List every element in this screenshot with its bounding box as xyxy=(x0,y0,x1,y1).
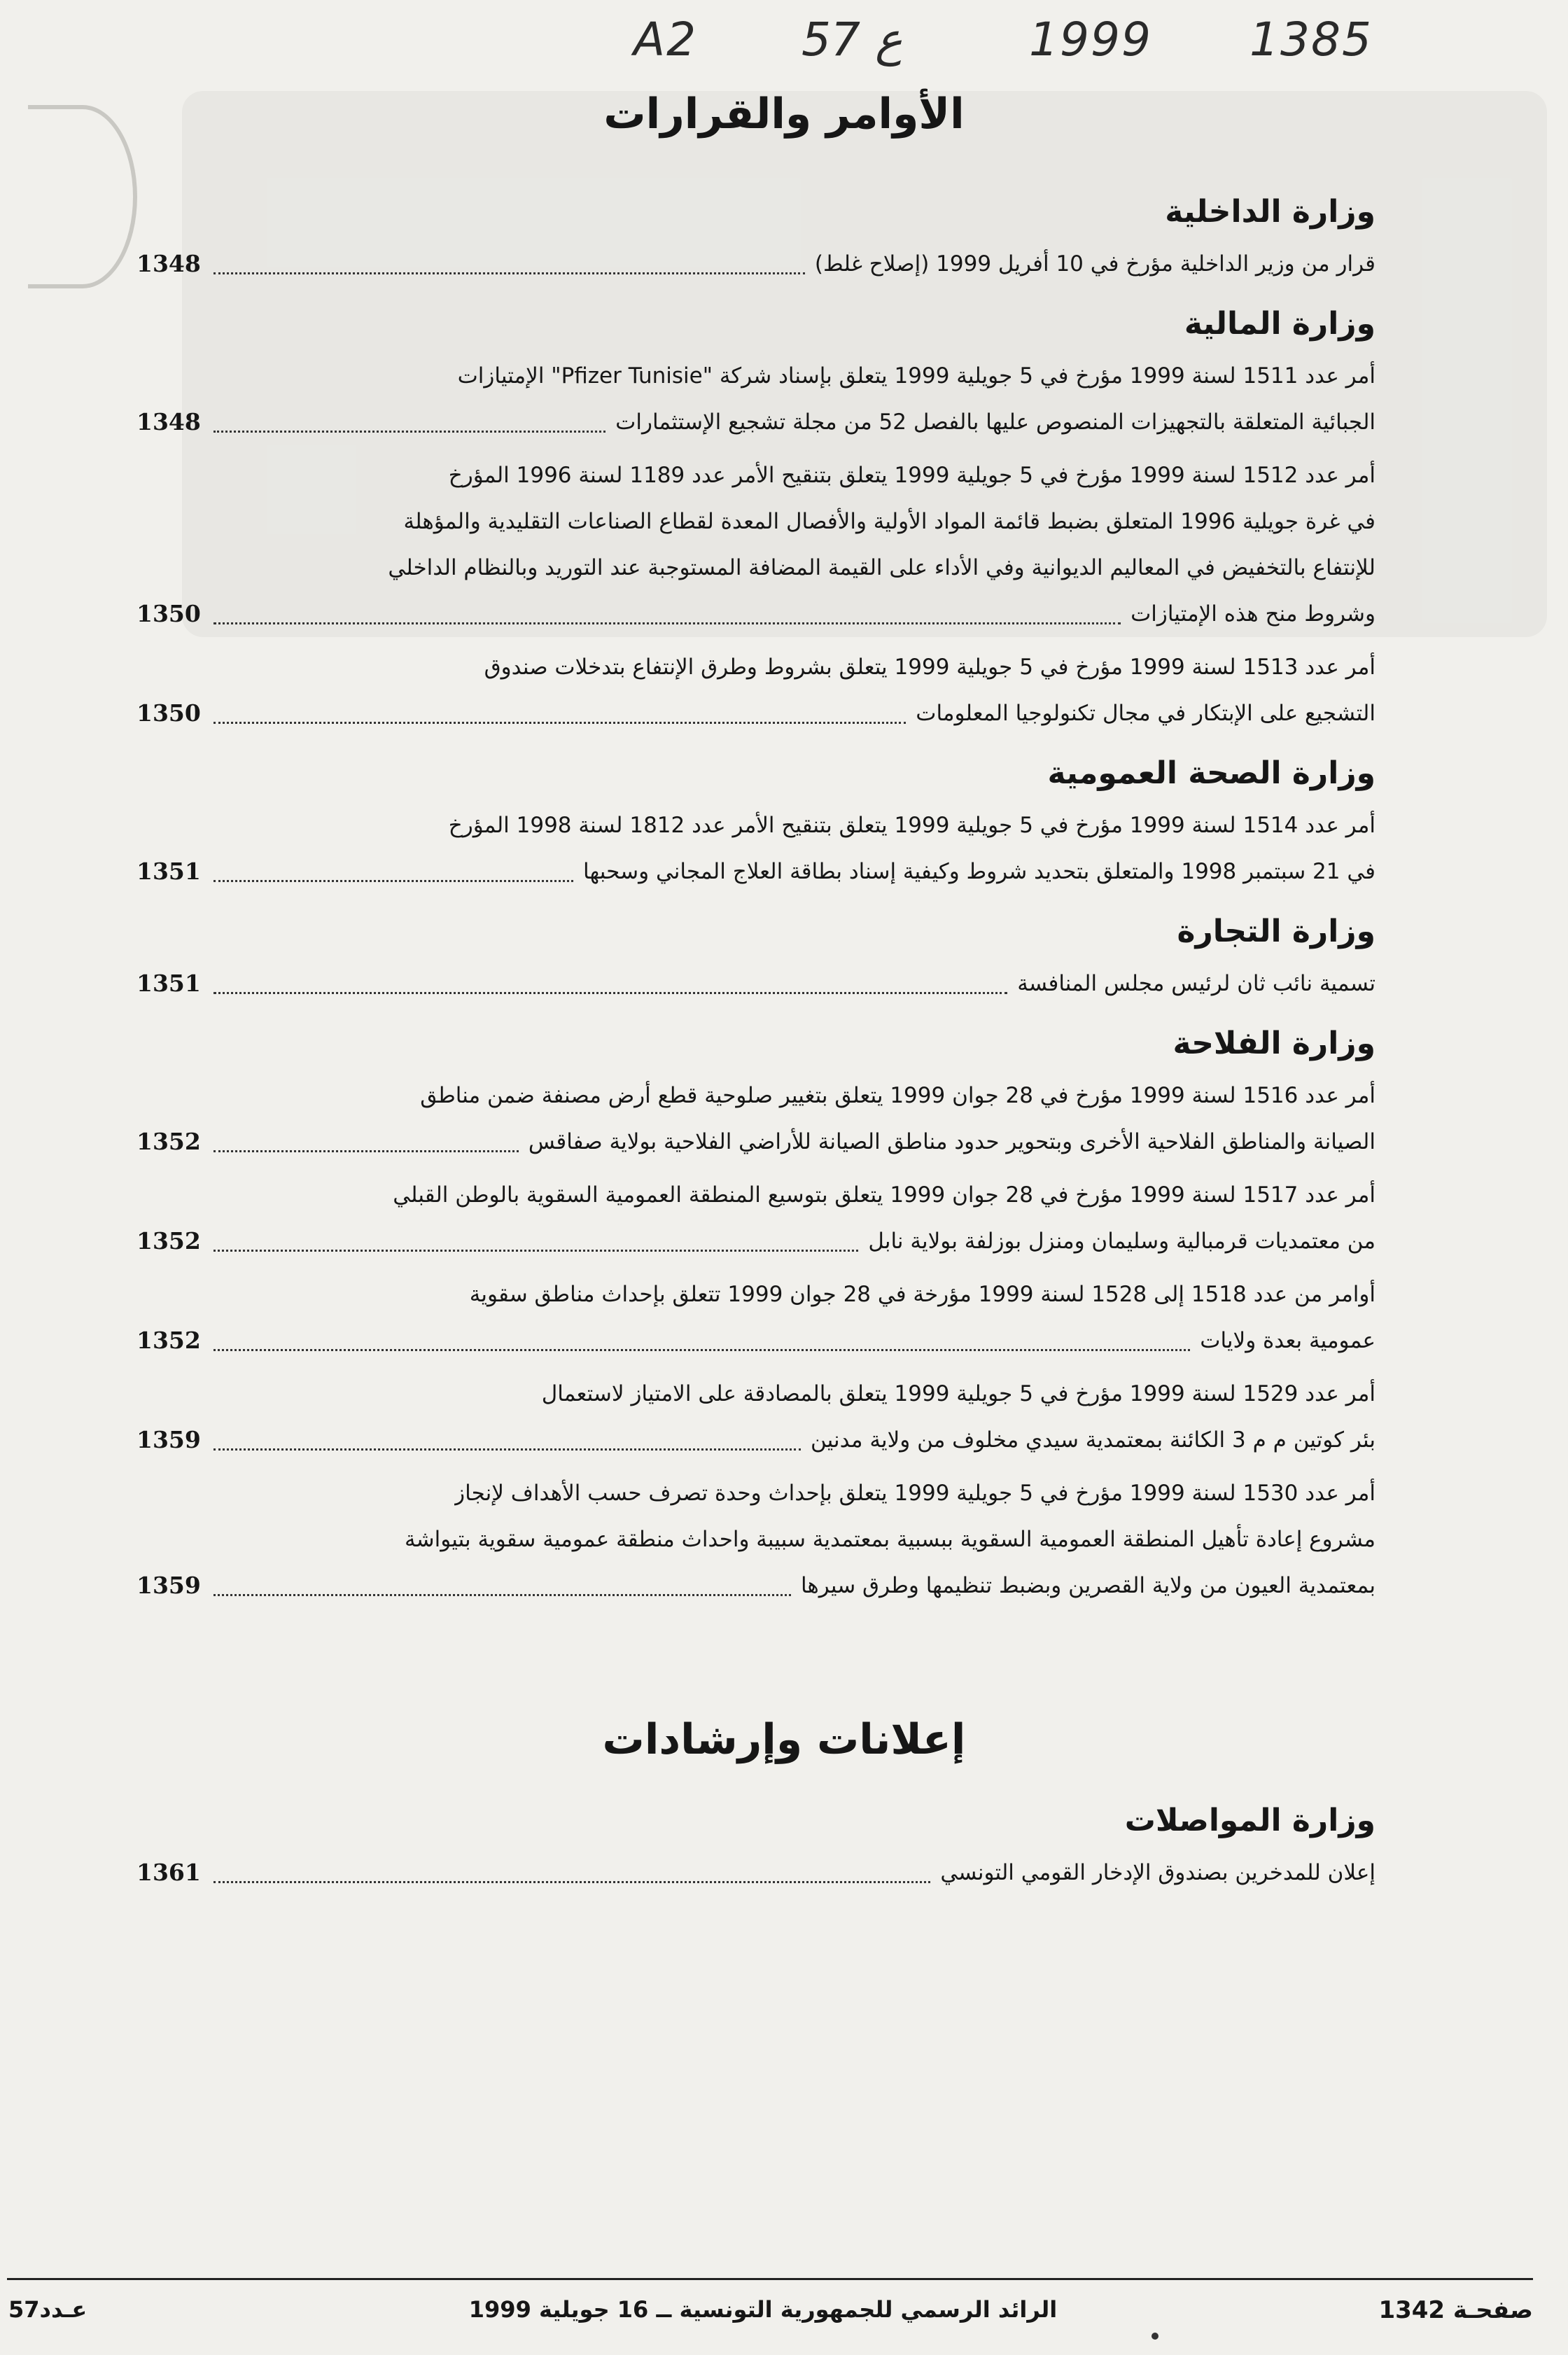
toc-entry-line xyxy=(136,452,1376,498)
dot-leader xyxy=(214,1448,801,1451)
toc-entry-line xyxy=(136,241,1376,287)
entry-text: أمر عدد 1516 لسنة 1999 مؤرخ في 28 جوان 1999 يتعلق بتغيير صلوحية قطع أرض مصنفة ضمن مناطق xyxy=(420,1083,1376,1108)
toc-entry xyxy=(136,1271,1376,1364)
entry-text: بئر كوتين م م 3 الكائنة بمعتمدية سيدي مخلوف من ولاية مدنين xyxy=(811,1427,1376,1453)
entry-text: أمر عدد 1513 لسنة 1999 مؤرخ في 5 جويلية 1999 يتعلق بشروط وطرق الإنتفاع بتدخلات صندوق xyxy=(484,655,1376,680)
decrees-section-title: الأوامر والقرارات xyxy=(603,90,965,139)
entry-text: أوامر من عدد 1518 إلى 1528 لسنة 1999 مؤرخة في 28 جوان 1999 تتعلق بإحداث مناطق سقوية xyxy=(469,1282,1376,1307)
entry-page-number: 1352 xyxy=(136,1327,201,1354)
toc-entry xyxy=(136,241,1376,287)
toc-entry-line xyxy=(136,690,1376,736)
handwritten-annotation-3: 1999 xyxy=(1029,13,1152,67)
entry-page-number: 1352 xyxy=(136,1128,201,1155)
footer-rule xyxy=(7,2278,1533,2280)
toc-entry xyxy=(136,452,1376,637)
entry-text: أمر عدد 1529 لسنة 1999 مؤرخ في 5 جويلية 1999 يتعلق بالمصادقة على الامتياز لاستعمال xyxy=(541,1381,1376,1406)
toc-entry-line xyxy=(136,1119,1376,1165)
dot-leader xyxy=(214,880,573,882)
dot-leader xyxy=(214,722,906,724)
toc-entry-line xyxy=(136,1417,1376,1463)
entry-page-number: 1351 xyxy=(136,970,201,997)
toc-entry xyxy=(136,1470,1376,1609)
handwritten-annotation-1: A2 xyxy=(634,13,698,67)
toc-entry-line xyxy=(136,1563,1376,1609)
toc-entry-line xyxy=(136,591,1376,637)
toc-entry-line xyxy=(136,1516,1376,1563)
entry-text: من معتمديات قرمبالية وسليمان ومنزل بوزلفة بولاية نابل xyxy=(868,1229,1376,1254)
ministry-heading: وزارة الداخلية xyxy=(1165,194,1376,230)
entry-text: عمومية بعدة ولايات xyxy=(1200,1328,1376,1353)
dot-leader xyxy=(214,1594,791,1596)
toc-entry xyxy=(136,644,1376,736)
entry-text: وشروط منح هذه الإمتيازات xyxy=(1130,601,1376,627)
decrees-table-of-contents xyxy=(136,175,1376,1616)
entry-page-number: 1348 xyxy=(136,408,201,435)
toc-entry xyxy=(136,1172,1376,1264)
entry-text: مشروع إعادة تأهيل المنطقة العمومية السقوية ببسبية بمعتمدية سبيبة واحداث منطقة عمومية سقوية بتيواشة xyxy=(405,1527,1376,1552)
toc-entry-line xyxy=(136,399,1376,445)
entry-text: أمر عدد 1512 لسنة 1999 مؤرخ في 5 جويلية 1999 يتعلق بتنقيح الأمر عدد 1189 لسنة 1996 المؤرخ xyxy=(448,463,1376,488)
entry-page-number: 1350 xyxy=(136,600,201,627)
footer-journal-title: الرائد الرسمي للجمهورية التونسية ــ 16 جويلية 1999 xyxy=(468,2296,1058,2323)
entry-text: أمر عدد 1514 لسنة 1999 مؤرخ في 5 جويلية 1999 يتعلق بتنقيح الأمر عدد 1812 لسنة 1998 المؤرخ xyxy=(448,813,1376,838)
toc-entry-line xyxy=(136,1172,1376,1218)
entry-page-number: 1350 xyxy=(136,699,201,727)
toc-entry-line xyxy=(136,1218,1376,1264)
toc-entry-line xyxy=(136,498,1376,545)
entry-text: في غرة جويلية 1996 المتعلق بضبط قائمة المواد الأولية والأفصال المعدة لقطاع الصناعات التقليدية والمؤهلة xyxy=(403,509,1376,534)
toc-entry xyxy=(136,1371,1376,1463)
dot-leader xyxy=(214,1881,930,1883)
entry-page-number: 1352 xyxy=(136,1227,201,1255)
entry-text: إعلان للمدخرين بصندوق الإدخار القومي التونسي xyxy=(940,1860,1376,1885)
dot-leader xyxy=(214,1349,1190,1351)
toc-entry-line xyxy=(136,960,1376,1007)
entry-text: أمر عدد 1530 لسنة 1999 مؤرخ في 5 جويلية 1999 يتعلق بإحداث وحدة تصرف حسب الأهداف لإنجاز xyxy=(454,1481,1376,1506)
toc-entry xyxy=(136,802,1376,895)
entry-page-number: 1351 xyxy=(136,858,201,885)
ministry-heading: وزارة التجارة xyxy=(1177,914,1376,949)
entry-text: تسمية نائب ثان لرئيس مجلس المنافسة xyxy=(1017,971,1376,996)
entry-text: التشجيع على الإبتكار في مجال تكنولوجيا المعلومات xyxy=(916,701,1376,726)
toc-entry-line xyxy=(136,1318,1376,1364)
entry-text: في 21 سبتمبر 1998 والمتعلق بتحديد شروط وكيفية إسناد بطاقة العلاج المجاني وسحبها xyxy=(583,859,1376,884)
toc-entry-line xyxy=(136,848,1376,895)
entry-text: بمعتمدية العيون من ولاية القصرين وبضبط تنظيمها وطرق سيرها xyxy=(800,1573,1376,1598)
toc-entry xyxy=(136,960,1376,1007)
toc-entry-line xyxy=(136,1850,1376,1896)
entry-page-number: 1361 xyxy=(136,1859,201,1886)
footer-issue-number: عـدد57 xyxy=(8,2296,88,2323)
entry-text: أمر عدد 1511 لسنة 1999 مؤرخ في 5 جويلية 1999 يتعلق بإسناد شركة "Pfizer Tunisie" الإمتيازات xyxy=(457,363,1376,389)
entry-text: قرار من وزير الداخلية مؤرخ في 10 أفريل 1999 (إصلاح غلط) xyxy=(814,251,1376,277)
toc-entry-line xyxy=(136,1470,1376,1516)
entry-text: الصيانة والمناطق الفلاحية الأخرى وبتحوير حدود مناطق الصيانة للأراضي الفلاحية بولاية صفاقس xyxy=(528,1129,1376,1154)
toc-entry-line xyxy=(136,644,1376,690)
toc-entry-line xyxy=(136,1072,1376,1119)
dot-leader xyxy=(214,992,1007,994)
handwritten-annotation-2: 57 ع xyxy=(802,13,903,67)
toc-entry-line xyxy=(136,1371,1376,1417)
ink-smudge xyxy=(1152,2333,1158,2340)
dot-leader xyxy=(214,431,606,433)
dot-leader xyxy=(214,1250,858,1252)
toc-entry-line xyxy=(136,545,1376,591)
dot-leader xyxy=(214,622,1121,624)
toc-entry-line xyxy=(136,802,1376,848)
entry-text: للإنتفاع بالتخفيض في المعاليم الديوانية وفي الأداء على القيمة المضافة المستوجبة عند التوريد وبالنظام الداخلي xyxy=(388,555,1376,580)
toc-entry xyxy=(136,353,1376,445)
entry-page-number: 1359 xyxy=(136,1572,201,1599)
entry-page-number: 1348 xyxy=(136,250,201,277)
notices-table-of-contents xyxy=(136,1784,1376,1903)
toc-entry xyxy=(136,1850,1376,1896)
footer-page-number: صفحـة 1342 xyxy=(1378,2296,1533,2324)
toc-entry xyxy=(136,1072,1376,1165)
ministry-heading: وزارة المالية xyxy=(1184,306,1376,342)
entry-text: الجبائية المتعلقة بالتجهيزات المنصوص عليها بالفصل 52 من مجلة تشجيع الإستثمارات xyxy=(615,410,1376,435)
handwritten-annotation-4: 1385 xyxy=(1250,13,1373,67)
toc-entry-line xyxy=(136,353,1376,399)
toc-entry-line xyxy=(136,1271,1376,1318)
entry-text: أمر عدد 1517 لسنة 1999 مؤرخ في 28 جوان 1999 يتعلق بتوسيع المنطقة العمومية السقوية بالوطن القبلي xyxy=(393,1182,1376,1208)
ministry-heading: وزارة الفلاحة xyxy=(1172,1026,1376,1061)
ministry-heading: وزارة الصحة العمومية xyxy=(1047,755,1376,791)
entry-page-number: 1359 xyxy=(136,1426,201,1453)
ministry-heading: وزارة المواصلات xyxy=(1124,1803,1376,1838)
dot-leader xyxy=(214,272,805,274)
notices-section-title: إعلانات وإرشادات xyxy=(602,1715,966,1764)
dot-leader xyxy=(214,1150,519,1152)
